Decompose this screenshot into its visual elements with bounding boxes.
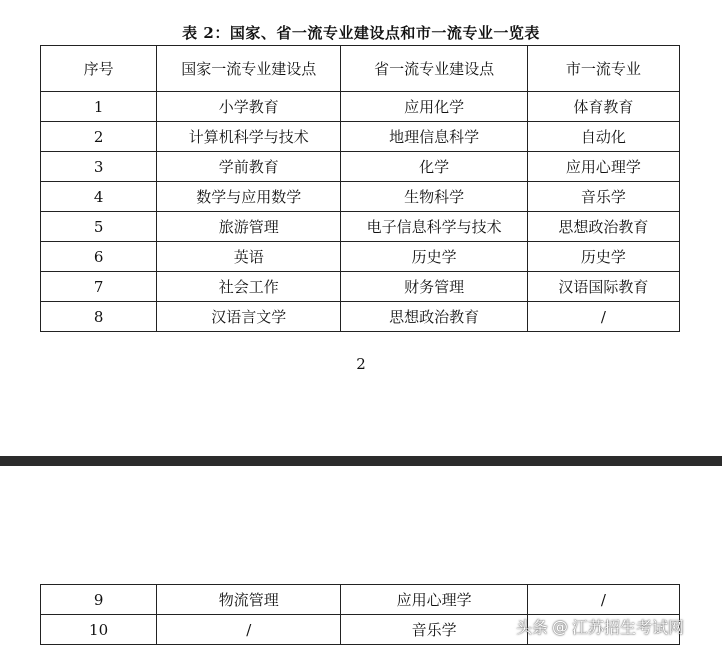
- header-municipal: 市一流专业: [527, 46, 679, 92]
- cell-index: 10: [41, 615, 157, 645]
- table-title: 表 2：国家、省一流专业建设点和市一流专业一览表: [182, 24, 540, 42]
- cell-national: 数学与应用数学: [157, 182, 341, 212]
- cell-index: 3: [41, 152, 157, 182]
- page-number: 2: [356, 355, 366, 373]
- table-row: [41, 212, 680, 242]
- cell-index: 4: [41, 182, 157, 212]
- cell-index: 5: [41, 212, 157, 242]
- cell-index: 7: [41, 272, 157, 302]
- cell-provincial: 电子信息科学与技术: [341, 212, 527, 242]
- cell-municipal: 体育教育: [527, 92, 679, 122]
- cell-provincial: 地理信息科学: [341, 122, 527, 152]
- cell-municipal: 应用心理学: [527, 152, 679, 182]
- cell-provincial: 历史学: [341, 242, 527, 272]
- cell-index: 2: [41, 122, 157, 152]
- cell-municipal: 汉语国际教育: [527, 272, 679, 302]
- cell-index: 1: [41, 92, 157, 122]
- cell-municipal: 自动化: [527, 122, 679, 152]
- cell-municipal: 音乐学: [527, 182, 679, 212]
- table-row: [41, 242, 680, 272]
- cell-national: /: [157, 615, 341, 645]
- table-header-row: [41, 46, 680, 92]
- cell-index: 9: [41, 585, 157, 615]
- cell-national: 英语: [157, 242, 341, 272]
- cell-municipal: /: [527, 585, 679, 615]
- cell-provincial: 生物科学: [341, 182, 527, 212]
- at-icon: @: [552, 616, 569, 636]
- cell-municipal: 思想政治教育: [527, 212, 679, 242]
- watermark: [516, 613, 684, 639]
- table-row: [41, 182, 680, 212]
- cell-provincial: 化学: [341, 152, 527, 182]
- table-row: [41, 152, 680, 182]
- cell-index: 6: [41, 242, 157, 272]
- cell-national: 旅游管理: [157, 212, 341, 242]
- watermark-account: 江苏招生考试网: [572, 617, 685, 637]
- table-row: [41, 122, 680, 152]
- table-row: [41, 92, 680, 122]
- cell-national: 汉语言文学: [157, 302, 341, 332]
- table-row: [41, 272, 680, 302]
- cell-municipal: /: [527, 302, 679, 332]
- header-index: 序号: [41, 46, 157, 92]
- page-separator: [0, 456, 722, 466]
- cell-national: 物流管理: [157, 585, 341, 615]
- cell-national: 学前教育: [157, 152, 341, 182]
- cell-index: 8: [41, 302, 157, 332]
- cell-provincial: 应用化学: [341, 92, 527, 122]
- cell-municipal: 历史学: [527, 242, 679, 272]
- cell-provincial: 音乐学: [341, 615, 527, 645]
- table-row: [41, 302, 680, 332]
- cell-provincial: 财务管理: [341, 272, 527, 302]
- table-row: [41, 585, 680, 615]
- cell-provincial: 应用心理学: [341, 585, 527, 615]
- watermark-source: 头条: [516, 617, 549, 637]
- majors-table-page1: [40, 45, 680, 332]
- header-national: 国家一流专业建设点: [157, 46, 341, 92]
- header-provincial: 省一流专业建设点: [341, 46, 527, 92]
- cell-national: 计算机科学与技术: [157, 122, 341, 152]
- cell-national: 社会工作: [157, 272, 341, 302]
- cell-provincial: 思想政治教育: [341, 302, 527, 332]
- cell-national: 小学教育: [157, 92, 341, 122]
